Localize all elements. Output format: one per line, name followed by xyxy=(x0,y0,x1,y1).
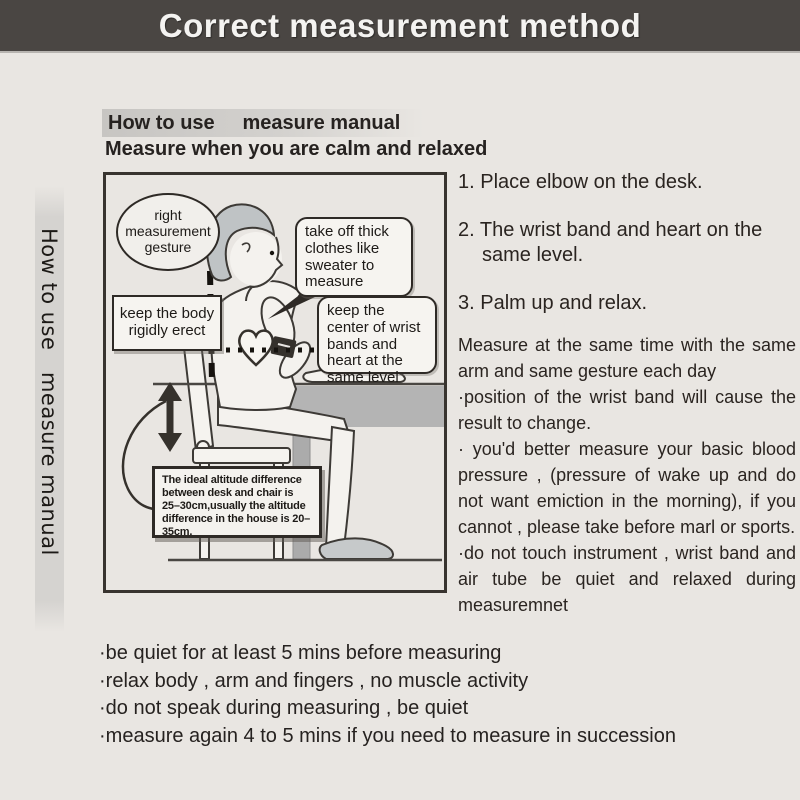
callout-text: keep the body rigidly erect xyxy=(119,305,215,339)
title-bar xyxy=(0,0,800,53)
callout-wrist-heart-level xyxy=(317,296,437,387)
instruction-steps xyxy=(458,170,796,316)
callout-text: keep the center of wrist bands and heart at the same level xyxy=(327,302,421,387)
tip-item: ·do not speak during measuring , be quiet xyxy=(99,697,469,719)
callout-text: take off thick clothes like sweater to measure xyxy=(305,223,389,291)
callout-text: The ideal altitude difference between desk and chair is 25–30cm,usually the altitude difference in the house is 20–35cm. xyxy=(162,474,311,538)
eye xyxy=(270,251,274,255)
section-title: How to use measure manual xyxy=(102,109,424,137)
page-title: Correct measurement method xyxy=(158,6,642,44)
callout-text: right measurement gesture xyxy=(125,207,211,255)
sidebar-vertical-label: How to use measure manual xyxy=(37,228,61,556)
measurement-notes xyxy=(458,332,796,618)
note-paragraph: · you'd better measure your basic blood pressure , (pressure of wake up and do not want emiction in the morning), if you cannot , please take before marl or sports. xyxy=(458,439,796,537)
note-paragraph: ·do not touch instrument , wrist band and air tube be quiet and relaxed during measuremnet xyxy=(458,543,796,615)
note-paragraph: Measure at the same time with the same arm and same gesture each day xyxy=(458,335,796,381)
bottom-tips-list xyxy=(99,640,779,750)
callout-altitude-difference xyxy=(152,466,322,538)
callout-keep-body-erect xyxy=(112,295,222,351)
sidebar-vertical-banner xyxy=(35,186,64,632)
slipper xyxy=(320,538,393,559)
callout-take-off-thick-clothes xyxy=(295,217,413,297)
step-1: 1. Place elbow on the desk. xyxy=(458,171,703,193)
note-paragraph: ·position of the wrist band will cause the result to change. xyxy=(458,387,796,433)
step-3: 3. Palm up and relax. xyxy=(458,292,647,314)
tip-item: ·measure again 4 to 5 mins if you need to measure in succession xyxy=(99,724,676,747)
callout-right-measurement-gesture xyxy=(116,193,220,271)
section-subtitle: Measure when you are calm and relaxed xyxy=(105,138,488,160)
posture-diagram xyxy=(103,172,447,593)
height-arrow-icon xyxy=(158,382,182,452)
tip-item: ·be quiet for at least 5 mins before measuring xyxy=(99,642,502,664)
tip-item: ·relax body , arm and fingers , no muscle activity xyxy=(99,669,529,692)
step-2: 2. The wrist band and heart on the same level. xyxy=(458,219,763,266)
